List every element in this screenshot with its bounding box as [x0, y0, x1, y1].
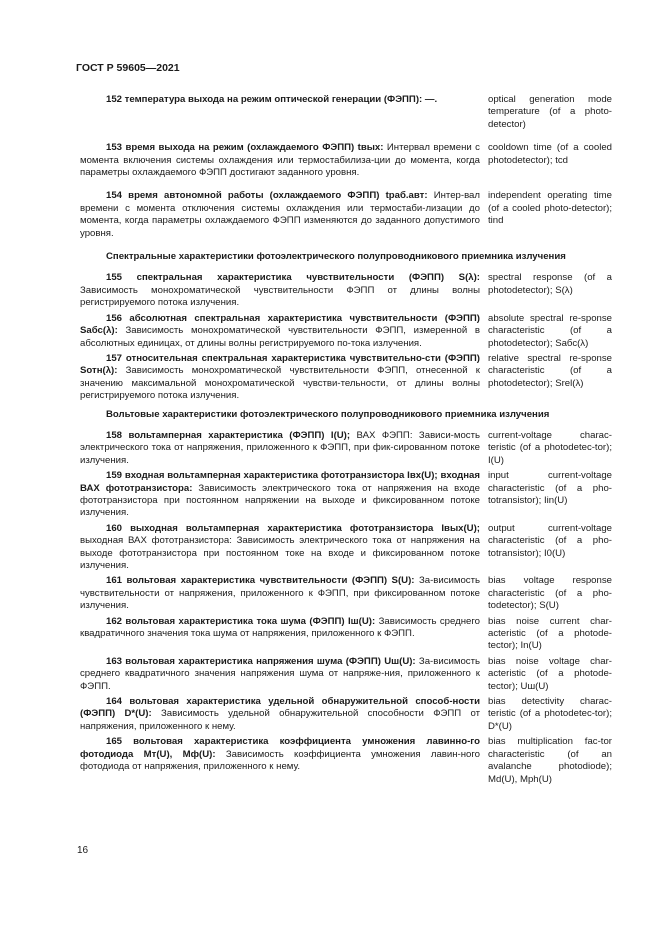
term-text: Интервал времени с момента включения системы охлаждения или термостабилиза-ции до момента, когда параметры охлаждаемого ФЭПП достигают заданного уровня.	[80, 142, 480, 179]
term-translation-en: current-voltage charac-teristic (of a photodetec-tor); I(U)	[488, 429, 612, 466]
term-definition-ru	[80, 696, 480, 733]
term-name: 161 вольтовая характеристика чувствительности (ФЭПП) S(U):	[106, 575, 415, 587]
term-definition-ru	[80, 656, 480, 693]
term-name: 153 время выхода на режим (охлаждаемого ФЭПП) tвых:	[106, 142, 384, 154]
term-definition-ru	[80, 616, 480, 653]
term-text: За-висимость чувствительности от напряжения, приложенного к ФЭПП, при фиксированном потоке излучения.	[80, 575, 480, 612]
term-translation-en: independent operating time (of a cooled photo-detector); tind	[488, 190, 612, 227]
term-text: За-висимость среднего квадратичного значения напряжения шума от напряже-ния, приложенного к ФЭПП.	[80, 655, 480, 692]
section-heading-spectral: Спектральные характеристики фотоэлектрического полупроводникового приемника излучения	[106, 251, 566, 263]
term-entry	[80, 142, 612, 179]
term-entry	[80, 272, 612, 309]
term-translation-en: bias multiplication fac-tor characteristic (of an avalanche photodiode); Md(U), Mph(U)	[488, 736, 612, 785]
term-entry	[80, 616, 612, 653]
term-definition-ru	[80, 353, 480, 403]
term-text: Зависимость коэффициента умножения лавин-ного фотодиода от напряжения, приложенного к нему.	[80, 748, 481, 773]
term-entry	[80, 575, 612, 612]
term-definition-ru	[80, 272, 480, 309]
term-translation-en: input current-voltage characteristic (of a pho-totransistor); Iin(U)	[488, 470, 612, 506]
term-text: Интер-вал времени с момента отключения системы охлаждения или термостаби-лизации до момента, когда параметры охлаждаемого ФЭПП изменяются до заданного допустимого уровня.	[80, 190, 480, 239]
term-entry	[80, 736, 612, 786]
term-definition-ru	[80, 190, 480, 240]
term-name: 154 время автономной работы (охлаждаемого ФЭПП) tраб.авт:	[106, 190, 428, 202]
entries-group-c	[80, 430, 612, 786]
term-text: Зависимость среднего квадратичного значения тока шума от напряжения, приложенного к ФЭПП.	[80, 615, 481, 640]
term-name: 152 температура выхода на режим оптической генерации (ФЭПП): —.	[106, 94, 438, 105]
term-name: 157 относительная спектральная характеристика чувствительно-сти (ФЭПП) Sотн(λ):	[80, 352, 480, 377]
term-definition-ru	[80, 94, 480, 131]
term-entry	[80, 353, 612, 403]
term-name: 164 вольтовая характеристика удельной обнаружительной способ-ности (ФЭПП) D*(U):	[80, 696, 480, 720]
term-text: Зависимость электрического тока от напряжения на входе фототранзистора при постоянном напряжении на выходе и фиксированном потоке излучения.	[80, 482, 480, 519]
term-translation-en: bias voltage response characteristic (of a pho-todetector); S(U)	[488, 575, 612, 612]
term-text: Зависимость удельной обнаружительной способности ФЭПП от напряжения, приложенного к нему.	[80, 708, 480, 732]
term-definition-ru	[80, 736, 480, 786]
term-text: выходная ВАХ фототранзистора: Зависимость электрического тока от напряжения на выходе фототранзистора при постоянном токе на входе и фиксированном потоке излучения.	[80, 535, 480, 571]
term-translation-en: bias noise current char-acteristic (of a photode-tector); In(U)	[488, 615, 612, 652]
term-text: Зависимость монохроматической чувствительности ФЭПП от длины волны регистрируемого потока излучения.	[80, 284, 480, 309]
term-name: 162 вольтовая характеристика тока шума (ФЭПП) Iш(U):	[106, 615, 376, 627]
term-name: 165 вольтовая характеристика коэффициента умножения лавинно-го фотодиода Mт(U), Mф(U):	[80, 736, 480, 760]
term-entry	[80, 190, 612, 240]
term-text: Зависимость монохроматической чувствительности ФЭПП, измеренной в абсолютных единицах, от длины волны регистрируемого по-тока излучения.	[80, 325, 480, 349]
term-translation-en: bias noise voltage char-acteristic (of a photode-tector); Uш(U)	[488, 655, 612, 692]
term-name: 156 абсолютная спектральная характеристика чувствительности (ФЭПП) Sабс(λ):	[80, 312, 480, 337]
term-entry	[80, 523, 612, 573]
term-definition-ru	[80, 142, 480, 179]
term-definition-ru	[80, 470, 480, 520]
term-name: 163 вольтовая характеристика напряжения шума (ФЭПП) Uш(U):	[106, 655, 416, 667]
entries-group-a	[80, 94, 612, 240]
entries-group-b	[80, 272, 612, 402]
term-translation-en: spectral response (of a photodetector); S(λ)	[488, 272, 612, 296]
term-translation-en: output current-voltage characteristic (of a pho-totransistor); I0(U)	[488, 522, 612, 559]
term-entry	[80, 313, 612, 350]
term-entry	[80, 470, 612, 520]
term-entry	[80, 430, 612, 467]
terms-content	[80, 94, 612, 789]
term-entry	[80, 94, 612, 131]
term-entry	[80, 696, 612, 733]
section-heading-voltage: Вольтовые характеристики фотоэлектрического полупроводникового приемника излучения	[106, 408, 550, 420]
term-translation-en: bias detectivity charac-teristic (of a photodetec-tor); D*(U)	[488, 696, 612, 732]
term-name: 160 выходная вольтамперная характеристика фототранзистора Iвых(U);	[106, 522, 480, 534]
term-definition-ru	[80, 313, 480, 350]
document-header: ГОСТ Р 59605—2021	[76, 62, 180, 74]
term-translation-en: absolute spectral re-sponse characteristic (of a photodetector); Sабс(λ)	[488, 312, 612, 349]
term-definition-ru	[80, 523, 480, 573]
page-number: 16	[77, 845, 89, 856]
term-name: 158 вольтамперная характеристика (ФЭПП) I(U);	[106, 429, 351, 441]
term-name: 155 спектральная характеристика чувствительности (ФЭПП) S(λ):	[106, 272, 480, 284]
term-translation-en: cooldown time (of a cooled photodetector); tcd	[488, 142, 612, 166]
term-definition-ru	[80, 430, 480, 467]
term-translation-en: optical generation mode temperature (of a photo-detector)	[488, 94, 612, 130]
term-translation-en: relative spectral re-sponse characteristic (of a photodetector); Srel(λ)	[488, 352, 612, 389]
term-text: ВАХ ФЭПП: Зависи-мость электрического тока от напряжения, приложенного к ФЭПП, при фик-сированном потоке излучения.	[80, 429, 480, 466]
term-definition-ru	[80, 575, 480, 612]
term-text: Зависимость монохроматической чувствительности ФЭПП, отнесенной к значению максимальной монохроматической чувстви-тельности, от длины волны регистрируемого потока излучения.	[80, 365, 480, 402]
term-name: 159 входная вольтамперная характеристика фототранзистора Iвх(U); входная ВАХ фототранзистора:	[80, 470, 480, 494]
term-entry	[80, 656, 612, 693]
